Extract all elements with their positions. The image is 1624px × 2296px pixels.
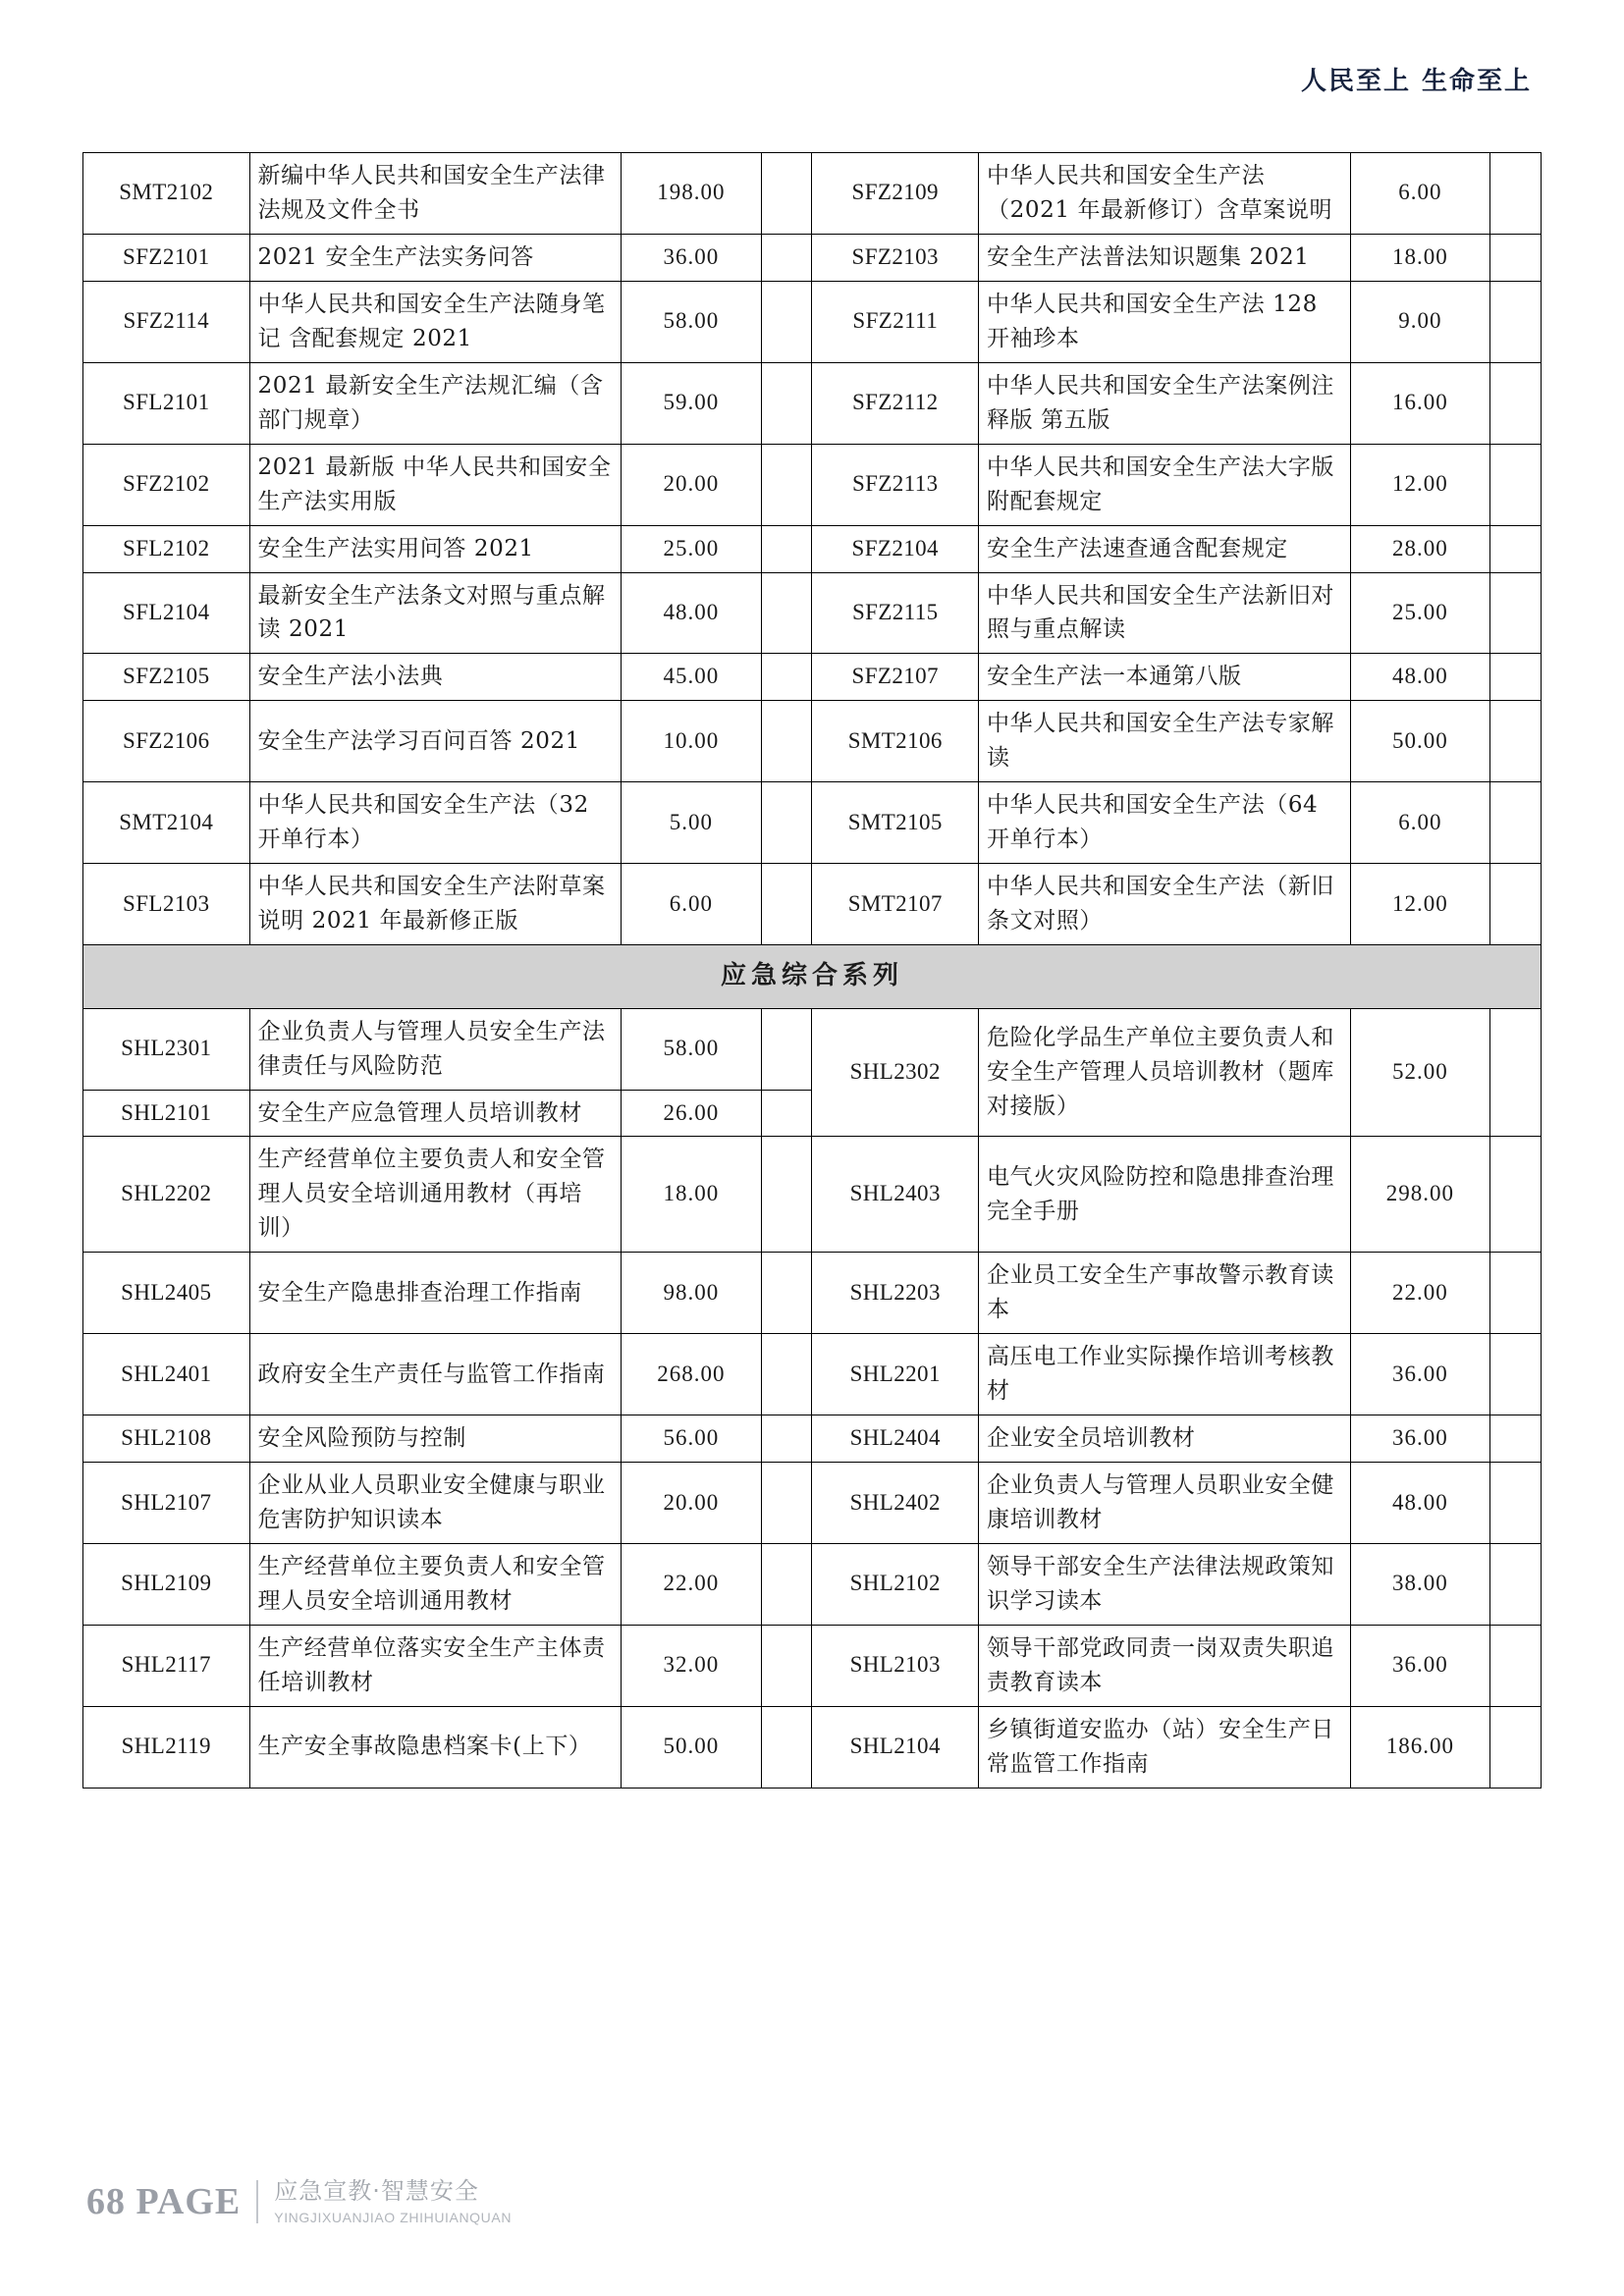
product-price-right: 12.00 — [1350, 444, 1489, 525]
product-price-right: 52.00 — [1350, 1008, 1489, 1137]
product-title-right: 中华人民共和国安全生产法（64 开单行本） — [979, 782, 1351, 864]
product-title-right: 领导干部安全生产法律法规政策知识学习读本 — [979, 1544, 1351, 1626]
spacer-cell-left — [761, 1137, 812, 1253]
spacer-cell-left — [761, 654, 812, 701]
product-price-right: 50.00 — [1350, 701, 1489, 782]
product-title-right: 安全生产法普法知识题集 2021 — [979, 234, 1351, 281]
product-title-right: 危险化学品生产单位主要负责人和安全生产管理人员培训教材（题库对接版） — [979, 1008, 1351, 1137]
spacer-cell-left — [761, 1090, 812, 1137]
product-title-left: 2021 最新版 中华人民共和国安全生产法实用版 — [249, 444, 622, 525]
product-title-left: 企业从业人员职业安全健康与职业危害防护知识读本 — [249, 1463, 622, 1544]
product-price-right: 48.00 — [1350, 654, 1489, 701]
product-title-left: 安全生产隐患排查治理工作指南 — [249, 1253, 622, 1334]
product-code-left: SFZ2102 — [83, 444, 250, 525]
spacer-cell-left — [761, 153, 812, 235]
product-price-right: 28.00 — [1350, 525, 1489, 572]
product-code-right: SHL2103 — [812, 1625, 979, 1706]
product-price-left: 20.00 — [622, 444, 761, 525]
product-title-right: 企业安全员培训教材 — [979, 1415, 1351, 1463]
product-code-right: SFZ2103 — [812, 234, 979, 281]
product-title-left: 生产经营单位落实安全生产主体责任培训教材 — [249, 1625, 622, 1706]
product-price-right: 36.00 — [1350, 1415, 1489, 1463]
spacer-cell-right — [1489, 1463, 1541, 1544]
product-price-right: 186.00 — [1350, 1706, 1489, 1788]
spacer-cell-left — [761, 701, 812, 782]
product-code-right: SHL2403 — [812, 1137, 979, 1253]
spacer-cell-right — [1489, 864, 1541, 945]
product-price-left: 26.00 — [622, 1090, 761, 1137]
product-title-right: 中华人民共和国安全生产法案例注释版 第五版 — [979, 362, 1351, 444]
product-code-right: SMT2106 — [812, 701, 979, 782]
spacer-cell-right — [1489, 572, 1541, 654]
product-title-right: 中华人民共和国安全生产法（新旧条文对照） — [979, 864, 1351, 945]
table-row — [83, 281, 1542, 362]
page-header-slogan: 人民至上 生命至上 — [1300, 67, 1532, 96]
spacer-cell-right — [1489, 654, 1541, 701]
footer-page-word: PAGE — [135, 2181, 242, 2223]
product-title-left: 2021 最新安全生产法规汇编（含部门规章） — [249, 362, 622, 444]
product-code-left: SHL2108 — [83, 1415, 250, 1463]
product-price-right: 6.00 — [1350, 782, 1489, 864]
product-price-left: 98.00 — [622, 1253, 761, 1334]
catalog-table — [82, 152, 1542, 1789]
product-code-left: SMT2102 — [83, 153, 250, 235]
product-code-left: SHL2117 — [83, 1625, 250, 1706]
product-price-left: 268.00 — [622, 1334, 761, 1415]
product-title-left: 生产安全事故隐患档案卡(上下） — [249, 1706, 622, 1788]
product-code-right: SHL2402 — [812, 1463, 979, 1544]
product-title-left: 新编中华人民共和国安全生产法律法规及文件全书 — [249, 153, 622, 235]
spacer-cell-left — [761, 525, 812, 572]
product-code-left: SFZ2101 — [83, 234, 250, 281]
product-price-left: 48.00 — [622, 572, 761, 654]
table-row — [83, 1137, 1542, 1253]
spacer-cell-left — [761, 1415, 812, 1463]
spacer-cell-right — [1489, 1415, 1541, 1463]
spacer-cell-left — [761, 1463, 812, 1544]
product-price-left: 18.00 — [622, 1137, 761, 1253]
product-title-left: 安全生产应急管理人员培训教材 — [249, 1090, 622, 1137]
product-title-left: 生产经营单位主要负责人和安全管理人员安全培训通用教材 — [249, 1544, 622, 1626]
product-price-left: 6.00 — [622, 864, 761, 945]
footer-brand-pinyin: YINGJIXUANJIAO ZHIHUIANQUAN — [274, 2209, 513, 2225]
product-code-left: SHL2107 — [83, 1463, 250, 1544]
footer-brand-cn: 应急宣教·智慧安全 — [274, 2177, 479, 2206]
product-title-left: 企业负责人与管理人员安全生产法律责任与风险防范 — [249, 1008, 622, 1090]
spacer-cell-right — [1489, 782, 1541, 864]
product-code-right: SHL2203 — [812, 1253, 979, 1334]
product-price-left: 50.00 — [622, 1706, 761, 1788]
spacer-cell-right — [1489, 444, 1541, 525]
product-code-left: SHL2401 — [83, 1334, 250, 1415]
product-code-right: SHL2104 — [812, 1706, 979, 1788]
product-price-right: 48.00 — [1350, 1463, 1489, 1544]
table-row — [83, 1625, 1542, 1706]
spacer-cell-right — [1489, 1334, 1541, 1415]
product-title-right: 中华人民共和国安全生产法（2021 年最新修订）含草案说明 — [979, 153, 1351, 235]
section-header-title: 应急综合系列 — [83, 945, 1542, 1009]
product-title-right: 电气火灾风险防控和隐患排查治理完全手册 — [979, 1137, 1351, 1253]
spacer-cell-right — [1489, 701, 1541, 782]
product-price-right: 16.00 — [1350, 362, 1489, 444]
catalog-table-body — [83, 153, 1542, 1789]
product-title-right: 领导干部党政同责一岗双责失职追责教育读本 — [979, 1625, 1351, 1706]
product-title-left: 中华人民共和国安全生产法附草案说明 2021 年最新修正版 — [249, 864, 622, 945]
product-title-right: 高压电工作业实际操作培训考核教材 — [979, 1334, 1351, 1415]
table-row — [83, 1544, 1542, 1626]
product-price-left: 45.00 — [622, 654, 761, 701]
spacer-cell-right — [1489, 153, 1541, 235]
product-title-right: 乡镇街道安监办（站）安全生产日常监管工作指南 — [979, 1706, 1351, 1788]
spacer-cell-left — [761, 572, 812, 654]
product-title-right: 中华人民共和国安全生产法新旧对照与重点解读 — [979, 572, 1351, 654]
spacer-cell-right — [1489, 362, 1541, 444]
product-code-right: SHL2201 — [812, 1334, 979, 1415]
product-code-left: SFL2104 — [83, 572, 250, 654]
product-title-right: 中华人民共和国安全生产法大字版 附配套规定 — [979, 444, 1351, 525]
product-price-left: 198.00 — [622, 153, 761, 235]
spacer-cell-left — [761, 234, 812, 281]
product-code-left: SHL2119 — [83, 1706, 250, 1788]
product-title-left: 中华人民共和国安全生产法随身笔记 含配套规定 2021 — [249, 281, 622, 362]
table-row — [83, 782, 1542, 864]
product-price-left: 58.00 — [622, 1008, 761, 1090]
product-title-right: 企业负责人与管理人员职业安全健康培训教材 — [979, 1463, 1351, 1544]
product-title-left: 安全风险预防与控制 — [249, 1415, 622, 1463]
spacer-cell-left — [761, 1544, 812, 1626]
product-code-right: SHL2404 — [812, 1415, 979, 1463]
product-price-right: 9.00 — [1350, 281, 1489, 362]
product-title-right: 企业员工安全生产事故警示教育读本 — [979, 1253, 1351, 1334]
product-title-left: 政府安全生产责任与监管工作指南 — [249, 1334, 622, 1415]
spacer-cell-left — [761, 864, 812, 945]
product-code-right: SFZ2115 — [812, 572, 979, 654]
catalog-table-container — [82, 152, 1542, 1789]
table-row — [83, 1253, 1542, 1334]
product-title-left: 最新安全生产法条文对照与重点解读 2021 — [249, 572, 622, 654]
spacer-cell-left — [761, 1008, 812, 1090]
spacer-cell-right — [1489, 525, 1541, 572]
product-price-right: 298.00 — [1350, 1137, 1489, 1253]
spacer-cell-right — [1489, 281, 1541, 362]
table-row — [83, 1334, 1542, 1415]
footer-page-number — [86, 2180, 241, 2223]
product-title-left: 安全生产法实用问答 2021 — [249, 525, 622, 572]
spacer-cell-left — [761, 1334, 812, 1415]
spacer-cell-left — [761, 782, 812, 864]
product-code-left: SFL2102 — [83, 525, 250, 572]
spacer-cell-right — [1489, 1008, 1541, 1137]
footer-divider — [256, 2180, 258, 2223]
table-row — [83, 572, 1542, 654]
table-row — [83, 1463, 1542, 1544]
product-code-left: SFZ2114 — [83, 281, 250, 362]
product-title-left: 生产经营单位主要负责人和安全管理人员安全培训通用教材（再培训） — [249, 1137, 622, 1253]
table-row — [83, 701, 1542, 782]
spacer-cell-right — [1489, 1253, 1541, 1334]
product-price-left: 32.00 — [622, 1625, 761, 1706]
table-row — [83, 654, 1542, 701]
product-code-right: SFZ2107 — [812, 654, 979, 701]
product-title-right: 安全生产法一本通第八版 — [979, 654, 1351, 701]
section-header-row — [83, 945, 1542, 1009]
product-price-left: 22.00 — [622, 1544, 761, 1626]
product-price-left: 25.00 — [622, 525, 761, 572]
product-title-right: 中华人民共和国安全生产法 128 开袖珍本 — [979, 281, 1351, 362]
page-footer — [86, 2178, 512, 2225]
spacer-cell-right — [1489, 1137, 1541, 1253]
spacer-cell-right — [1489, 1544, 1541, 1626]
product-title-left: 中华人民共和国安全生产法（32 开单行本） — [249, 782, 622, 864]
product-code-right: SFZ2113 — [812, 444, 979, 525]
spacer-cell-left — [761, 444, 812, 525]
product-price-left: 59.00 — [622, 362, 761, 444]
product-price-left: 36.00 — [622, 234, 761, 281]
footer-brand — [274, 2178, 512, 2225]
product-price-left: 58.00 — [622, 281, 761, 362]
product-code-left: SFL2101 — [83, 362, 250, 444]
product-code-left: SFZ2106 — [83, 701, 250, 782]
product-code-right: SFZ2111 — [812, 281, 979, 362]
product-code-left: SHL2202 — [83, 1137, 250, 1253]
table-row — [83, 1008, 1542, 1090]
spacer-cell-left — [761, 1706, 812, 1788]
product-price-right: 12.00 — [1350, 864, 1489, 945]
product-price-right: 18.00 — [1350, 234, 1489, 281]
product-price-left: 10.00 — [622, 701, 761, 782]
product-code-left: SHL2101 — [83, 1090, 250, 1137]
product-title-right: 安全生产法速查通含配套规定 — [979, 525, 1351, 572]
product-price-right: 38.00 — [1350, 1544, 1489, 1626]
table-row — [83, 362, 1542, 444]
product-title-left: 2021 安全生产法实务问答 — [249, 234, 622, 281]
product-code-right: SFZ2112 — [812, 362, 979, 444]
product-title-right: 中华人民共和国安全生产法专家解读 — [979, 701, 1351, 782]
product-code-right: SHL2102 — [812, 1544, 979, 1626]
product-price-right: 6.00 — [1350, 153, 1489, 235]
product-code-left: SFL2103 — [83, 864, 250, 945]
product-price-left: 56.00 — [622, 1415, 761, 1463]
product-code-left: SHL2405 — [83, 1253, 250, 1334]
product-code-right: SMT2105 — [812, 782, 979, 864]
product-code-left: SHL2109 — [83, 1544, 250, 1626]
product-code-left: SMT2104 — [83, 782, 250, 864]
product-title-left: 安全生产法学习百问百答 2021 — [249, 701, 622, 782]
table-row — [83, 864, 1542, 945]
spacer-cell-left — [761, 281, 812, 362]
spacer-cell-right — [1489, 234, 1541, 281]
product-price-left: 20.00 — [622, 1463, 761, 1544]
product-code-right: SFZ2104 — [812, 525, 979, 572]
table-row — [83, 153, 1542, 235]
product-code-left: SFZ2105 — [83, 654, 250, 701]
product-title-left: 安全生产法小法典 — [249, 654, 622, 701]
product-price-right: 25.00 — [1350, 572, 1489, 654]
product-code-right: SFZ2109 — [812, 153, 979, 235]
table-row — [83, 1415, 1542, 1463]
spacer-cell-right — [1489, 1625, 1541, 1706]
spacer-cell-left — [761, 362, 812, 444]
spacer-cell-left — [761, 1253, 812, 1334]
table-row — [83, 525, 1542, 572]
spacer-cell-left — [761, 1625, 812, 1706]
product-price-right: 36.00 — [1350, 1334, 1489, 1415]
product-code-right: SMT2107 — [812, 864, 979, 945]
product-code-left: SHL2301 — [83, 1008, 250, 1090]
table-row — [83, 234, 1542, 281]
product-price-right: 36.00 — [1350, 1625, 1489, 1706]
product-price-left: 5.00 — [622, 782, 761, 864]
footer-page-number-value: 68 — [86, 2181, 126, 2223]
table-row — [83, 1706, 1542, 1788]
product-price-right: 22.00 — [1350, 1253, 1489, 1334]
product-code-right: SHL2302 — [812, 1008, 979, 1137]
table-row — [83, 444, 1542, 525]
spacer-cell-right — [1489, 1706, 1541, 1788]
